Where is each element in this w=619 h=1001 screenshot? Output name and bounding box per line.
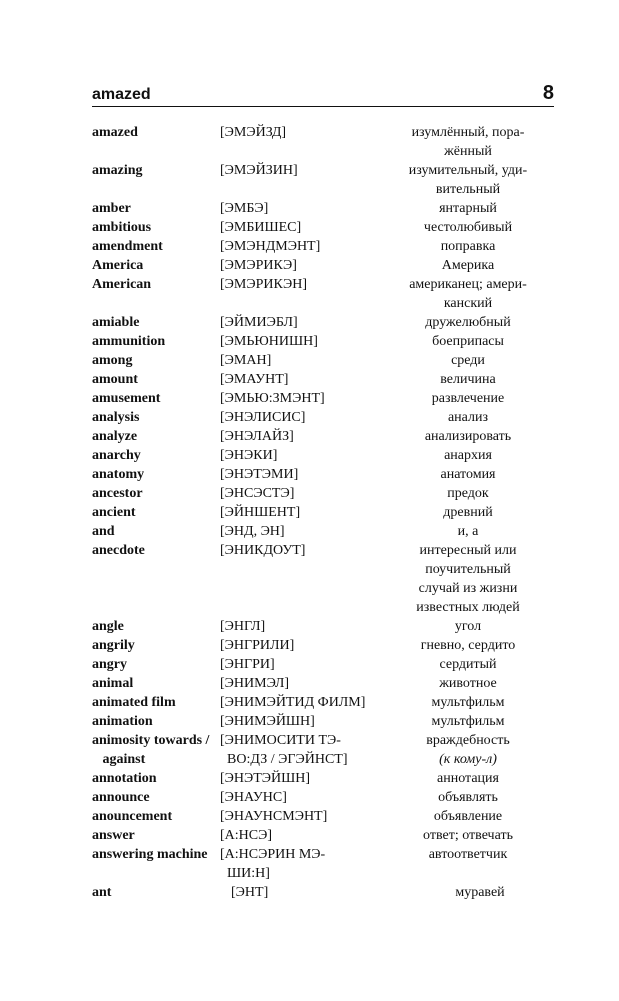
entry-word: America <box>92 258 144 273</box>
dictionary-entry <box>92 351 562 370</box>
entry-transcription: [ЭМБИШЕС] <box>220 220 302 235</box>
entry-transcription: [ЭМЭРИКЭН] <box>220 277 308 292</box>
entry-word: amazing <box>92 163 143 178</box>
entry-word: analysis <box>92 410 140 425</box>
entry-transcription: [ЭНЭЛАЙЗ] <box>220 429 294 444</box>
entry-translation: величина <box>440 372 496 387</box>
entry-word: anarchy <box>92 448 141 463</box>
dictionary-entry <box>92 712 562 731</box>
dictionary-entry <box>92 674 562 693</box>
entry-transcription: [ЭНД, ЭН] <box>220 524 285 539</box>
entry-word: answering machine <box>92 847 208 862</box>
dictionary-entry <box>92 256 562 275</box>
entry-transcription: [А:НСЭРИН МЭ- ШИ:Н] <box>220 847 326 881</box>
dictionary-entry <box>92 636 562 655</box>
entry-transcription: [ЭНСЭСТЭ] <box>220 486 295 501</box>
entry-translation: гневно, сердито <box>420 638 516 653</box>
entry-transcription: [ЭНГЛ] <box>220 619 266 634</box>
entry-word: analyze <box>92 429 138 444</box>
dictionary-entry <box>92 199 562 218</box>
entry-transcription: [ЭМЭЙЗИН] <box>220 163 298 178</box>
dictionary-entry <box>92 769 562 788</box>
dictionary-entry <box>92 693 562 712</box>
entry-translation: объявление <box>433 809 503 824</box>
entry-translation: интересный или поучительный случай из жизни известных людей <box>416 543 520 615</box>
entry-transcription: [ЭНАУНСМЭНТ] <box>220 809 328 824</box>
entry-word: anecdote <box>92 543 145 558</box>
entry-translation: анархия <box>444 448 492 463</box>
entry-translation: дружелюбный <box>425 315 511 330</box>
entry-translation: боеприпасы <box>432 334 504 349</box>
entry-transcription: [ЭНГРИ] <box>220 657 275 672</box>
entry-word: animal <box>92 676 134 691</box>
entry-translation: развлечение <box>431 391 505 406</box>
entry-word: announce <box>92 790 150 805</box>
dictionary-entry <box>92 845 562 883</box>
entry-word: anatomy <box>92 467 145 482</box>
dictionary-entry <box>92 313 562 332</box>
entry-word: amount <box>92 372 138 387</box>
running-header <box>92 84 554 107</box>
entry-word: ant <box>92 885 112 900</box>
entry-translation: сердитый <box>439 657 497 672</box>
dictionary-entry <box>92 788 562 807</box>
dictionary-entries <box>92 123 562 902</box>
entry-translation: мультфильм <box>431 695 505 710</box>
entry-translation: поправка <box>440 239 496 254</box>
dictionary-entry <box>92 826 562 845</box>
entry-translation: изумительный, уди- вительный <box>408 163 528 197</box>
entry-translation: ответ; отвечать <box>423 828 513 843</box>
entry-transcription: [ЭЙМИЭБЛ] <box>220 315 298 330</box>
entry-word: angle <box>92 619 124 634</box>
entry-word: American <box>92 277 152 292</box>
entry-translation: животное <box>439 676 497 691</box>
dictionary-entry <box>92 617 562 636</box>
entry-transcription: [ЭНГРИЛИ] <box>220 638 295 653</box>
page-number: 8 <box>542 82 554 104</box>
entry-word: animosity towards / against <box>92 733 210 767</box>
dictionary-entry <box>92 883 562 902</box>
entry-translation: аннотация <box>437 771 499 786</box>
dictionary-entry <box>92 427 562 446</box>
dictionary-entry <box>92 484 562 503</box>
entry-word: angrily <box>92 638 135 653</box>
entry-transcription: [ЭМБЭ] <box>220 201 269 216</box>
entry-word: answer <box>92 828 135 843</box>
entry-translation: и, а <box>457 524 479 539</box>
entry-translation: враждебность (к кому-л) <box>426 733 510 767</box>
dictionary-entry <box>92 465 562 484</box>
dictionary-entry <box>92 161 562 199</box>
entry-transcription: [ЭНТ] <box>231 885 269 900</box>
entry-translation: анатомия <box>440 467 496 482</box>
entry-word: annotation <box>92 771 157 786</box>
entry-word: ancient <box>92 505 136 520</box>
dictionary-entry <box>92 332 562 351</box>
entry-translation: мультфильм <box>431 714 505 729</box>
entry-transcription: [ЭМЭНДМЭНТ] <box>220 239 321 254</box>
dictionary-entry <box>92 218 562 237</box>
dictionary-entry <box>92 123 562 161</box>
entry-word: amendment <box>92 239 163 254</box>
entry-transcription: [ЭНЭКИ] <box>220 448 278 463</box>
entry-translation: древний <box>443 505 493 520</box>
dictionary-entry <box>92 655 562 674</box>
dictionary-entry <box>92 237 562 256</box>
entry-word: animation <box>92 714 153 729</box>
dictionary-entry <box>92 446 562 465</box>
entry-translation: муравей <box>455 885 505 900</box>
entry-word: and <box>92 524 115 539</box>
dictionary-entry <box>92 541 562 617</box>
entry-translation: честолюбивый <box>423 220 513 235</box>
entry-transcription: [ЭНЭЛИСИС] <box>220 410 306 425</box>
dictionary-entry <box>92 275 562 313</box>
dictionary-entry <box>92 389 562 408</box>
entry-transcription: [А:НСЭ] <box>220 828 273 843</box>
entry-transcription: [ЭМЭРИКЭ] <box>220 258 297 273</box>
entry-translation: изумлённый, пора- жённый <box>411 125 525 159</box>
dictionary-entry <box>92 522 562 541</box>
entry-transcription: [ЭМЬЮНИШН] <box>220 334 318 349</box>
entry-transcription: [ЭНИМОСИТИ ТЭ- ВО:ДЗ / ЭГЭЙНСТ] <box>220 733 348 767</box>
entry-word: animated film <box>92 695 176 710</box>
entry-transcription: [ЭНИКДОУТ] <box>220 543 306 558</box>
entry-translation: анализировать <box>424 429 512 444</box>
entry-translation: автоответчик <box>428 847 508 862</box>
entry-transcription: [ЭМАН] <box>220 353 272 368</box>
entry-word: ammunition <box>92 334 166 349</box>
entry-word: ancestor <box>92 486 143 501</box>
entry-translation: предок <box>447 486 489 501</box>
entry-transcription: [ЭНИМЭЙТИД ФИЛМ] <box>220 695 366 710</box>
entry-transcription: [ЭНИМЭЙШН] <box>220 714 315 729</box>
entry-translation: Америка <box>441 258 495 273</box>
entry-transcription: [ЭМЭЙЗД] <box>220 125 287 140</box>
dictionary-entry <box>92 731 562 769</box>
entry-transcription: [ЭНАУНС] <box>220 790 287 805</box>
entry-word: angry <box>92 657 127 672</box>
entry-word: ambitious <box>92 220 152 235</box>
header-headword: amazed <box>92 86 151 103</box>
entry-translation: янтарный <box>439 201 497 216</box>
entry-transcription: [ЭМАУНТ] <box>220 372 289 387</box>
dictionary-entry <box>92 408 562 427</box>
entry-translation: среди <box>451 353 485 368</box>
dictionary-entry <box>92 370 562 389</box>
dictionary-entry <box>92 807 562 826</box>
entry-transcription: [ЭМЬЮ:ЗМЭНТ] <box>220 391 325 406</box>
entry-translation: анализ <box>447 410 489 425</box>
entry-transcription: [ЭЙНШЕНТ] <box>220 505 301 520</box>
entry-word: amusement <box>92 391 161 406</box>
entry-translation: американец; амери- канский <box>409 277 527 311</box>
entry-transcription: [ЭНИМЭЛ] <box>220 676 290 691</box>
entry-word: amazed <box>92 125 138 140</box>
entry-word: amber <box>92 201 131 216</box>
dictionary-entry <box>92 503 562 522</box>
entry-translation: угол <box>454 619 482 634</box>
entry-translation: объявлять <box>438 790 498 805</box>
entry-transcription: [ЭНЭТЭЙШН] <box>220 771 311 786</box>
entry-word: anouncement <box>92 809 173 824</box>
entry-word: amiable <box>92 315 140 330</box>
entry-transcription: [ЭНЭТЭМИ] <box>220 467 299 482</box>
entry-word: among <box>92 353 133 368</box>
